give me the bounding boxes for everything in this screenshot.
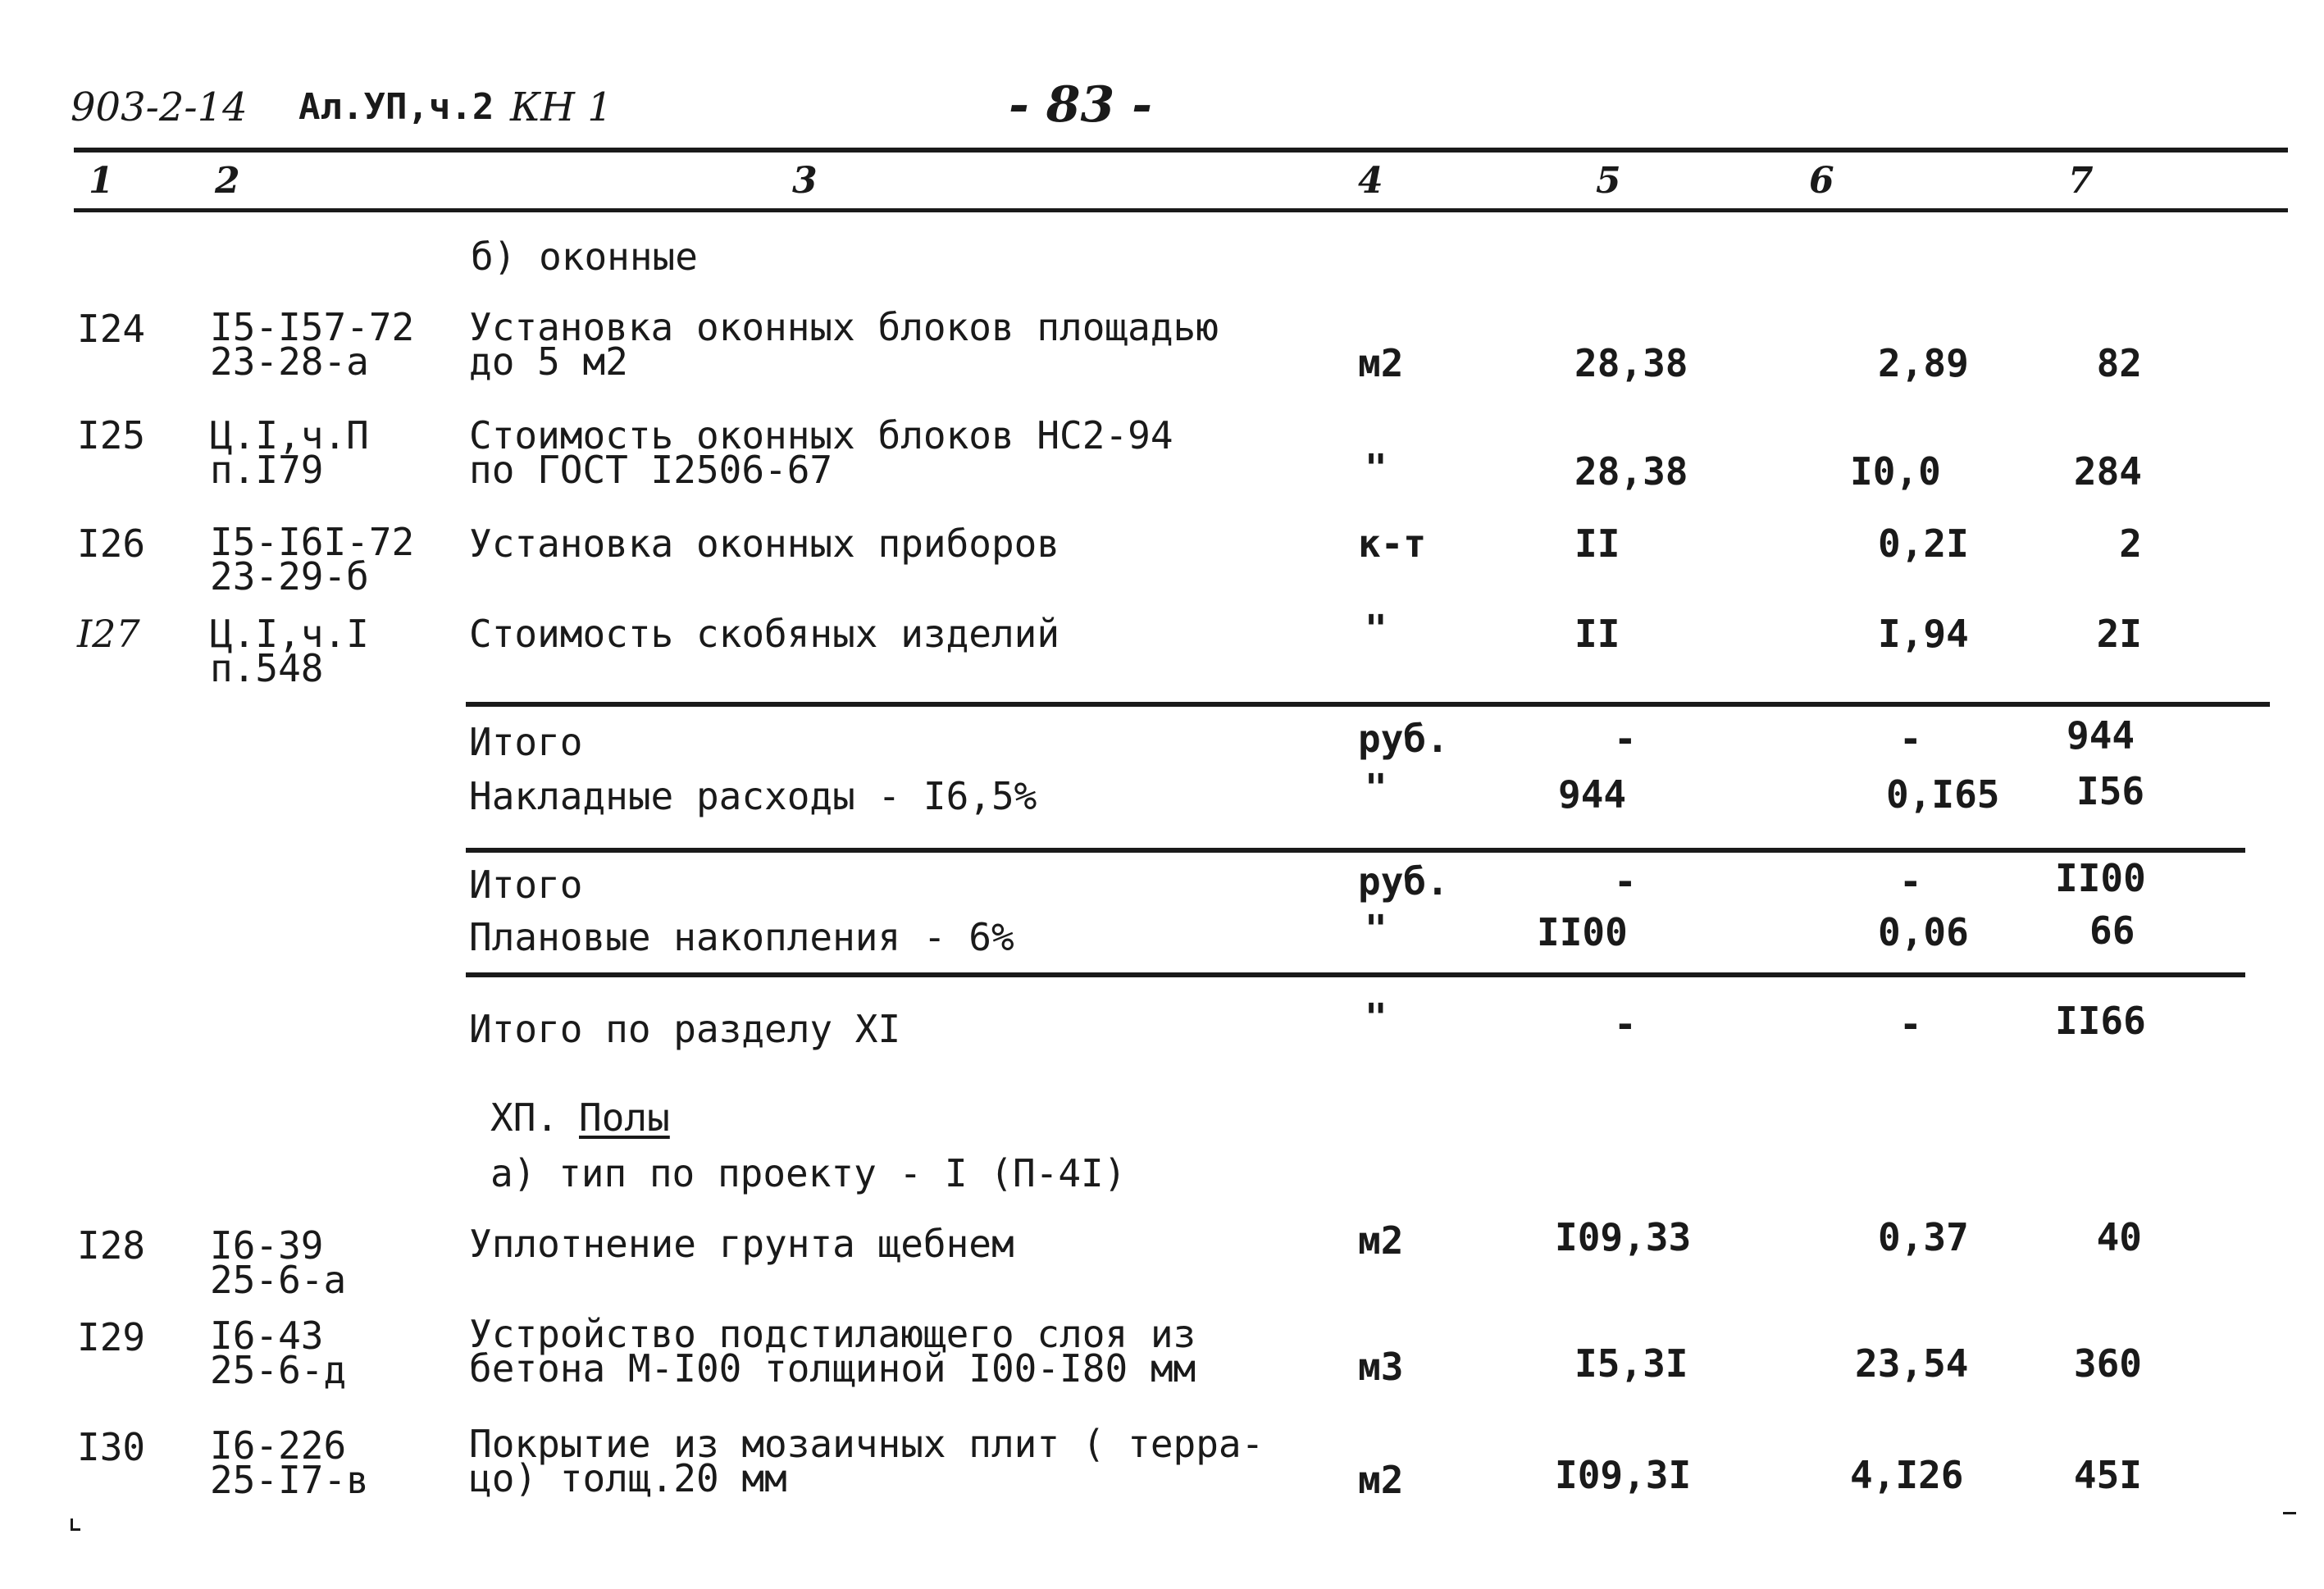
row-code-ref: 25-6-д	[210, 1348, 347, 1392]
doc-code: 903-2-14	[71, 84, 248, 130]
corner-mark-right	[2283, 1512, 2296, 1514]
planned-savings-qty: II00	[1537, 910, 1628, 954]
row-number: I29	[77, 1315, 146, 1359]
row-number: I30	[77, 1425, 146, 1469]
row-code: I5-I6I-72	[210, 520, 415, 564]
section-total-value: II66	[2055, 999, 2146, 1043]
row-unit: м2	[1358, 1218, 1404, 1263]
row-unit: "	[1365, 607, 1388, 651]
row-unit: м3	[1358, 1345, 1404, 1389]
section-12-numeral: ХП.	[490, 1095, 559, 1140]
row-description-cont: цо) толщ.20 мм	[469, 1456, 787, 1500]
col-header-2: 2	[215, 160, 240, 202]
section-total-price: -	[1899, 1002, 1922, 1046]
subtotal-rule-1	[466, 702, 2270, 707]
row-description: Стоимость скобяных изделий	[469, 612, 1060, 656]
row-unit: "	[1365, 446, 1388, 490]
row-price: 23,54	[1855, 1341, 1969, 1386]
row-number: I26	[77, 521, 146, 566]
page-number: - 83 -	[1009, 76, 1153, 134]
row-number: I24	[77, 307, 146, 351]
row-total: 2I	[2096, 612, 2142, 656]
row-code-ref: 23-29-б	[210, 554, 369, 599]
row-number: I25	[77, 413, 146, 458]
row-quantity: II	[1574, 612, 1620, 656]
row-code-ref: 23-28-а	[210, 339, 369, 384]
row-description-cont: бетона М-I00 толщиной I00-I80 мм	[469, 1346, 1196, 1391]
subtotal-rule-2	[466, 848, 2245, 853]
row-code-ref: 25-6-а	[210, 1258, 347, 1302]
row-code-ref: п.548	[210, 646, 324, 690]
row-code: I6-39	[210, 1223, 324, 1268]
summary-itogo-unit: руб.	[1358, 717, 1449, 761]
row-total: 82	[2096, 341, 2142, 385]
corner-mark-left-foot	[71, 1528, 80, 1531]
row-quantity: II	[1574, 521, 1620, 566]
row-quantity: 28,38	[1574, 449, 1688, 494]
overhead-total: I56	[2076, 769, 2145, 813]
row-code: Ц.I,ч.I	[210, 612, 369, 656]
row-unit: м2	[1358, 341, 1404, 385]
planned-savings-price: 0,06	[1878, 910, 1969, 954]
col-header-1: 1	[89, 160, 114, 202]
summary-itogo-price: -	[1899, 859, 1922, 904]
section-12-title: Полы	[579, 1095, 670, 1140]
row-description: Стоимость оконных блоков НС2-94	[469, 413, 1173, 458]
row-total: 40	[2096, 1215, 2142, 1259]
section-total-label: Итого по разделу XI	[469, 1007, 901, 1051]
header-rule	[74, 148, 2288, 153]
book-ref: КН 1	[510, 84, 613, 130]
row-code: Ц.I,ч.П	[210, 413, 369, 458]
row-quantity: I09,3I	[1555, 1453, 1692, 1497]
row-total: 360	[2073, 1341, 2142, 1386]
section-12-subtitle: а) тип по проекту - I (П-4I)	[490, 1151, 1127, 1195]
planned-savings-unit: "	[1365, 907, 1388, 951]
summary-itogo-label: Итого	[469, 863, 583, 907]
row-price: 4,I26	[1850, 1453, 1964, 1497]
row-quantity: I09,33	[1555, 1215, 1692, 1259]
row-number: I27	[77, 612, 140, 656]
row-total: 284	[2073, 449, 2142, 494]
row-price: 0,37	[1878, 1215, 1969, 1259]
subtotal-rule-3	[466, 972, 2245, 977]
overhead-label: Накладные расходы - I6,5%	[469, 774, 1037, 818]
row-description: Установка оконных приборов	[469, 521, 1060, 566]
col-header-7: 7	[2068, 160, 2094, 202]
row-price: 0,2I	[1878, 521, 1969, 566]
col-header-3: 3	[792, 160, 818, 202]
section-total-unit: "	[1365, 995, 1388, 1040]
row-code: I6-43	[210, 1314, 324, 1358]
col-header-5: 5	[1596, 160, 1621, 202]
row-description: Уплотнение грунта щебнем	[469, 1222, 1014, 1266]
row-code: I5-I57-72	[210, 305, 415, 349]
column-header-rule	[74, 208, 2288, 212]
overhead-price: 0,I65	[1886, 772, 2000, 817]
row-description-cont: до 5 м2	[469, 339, 628, 384]
planned-savings-label: Плановые накопления - 6%	[469, 915, 1014, 959]
row-code: I6-226	[210, 1423, 347, 1468]
section-b-title: б) оконные	[471, 234, 698, 279]
summary-itogo-price: -	[1899, 717, 1922, 761]
row-number: I28	[77, 1223, 146, 1268]
album-ref: Ал.УП,ч.2	[298, 86, 494, 128]
summary-itogo-qty: -	[1614, 859, 1637, 904]
summary-itogo-unit: руб.	[1358, 859, 1449, 904]
summary-itogo-label: Итого	[469, 720, 583, 764]
row-quantity: I5,3I	[1574, 1341, 1688, 1386]
col-header-6: 6	[1809, 160, 1834, 202]
row-description: Устройство подстилающего слоя из	[469, 1312, 1196, 1356]
row-total: 2	[2119, 521, 2142, 566]
section-total-qty: -	[1614, 1002, 1637, 1046]
row-description: Установка оконных блоков площадью	[469, 305, 1219, 349]
row-description: Покрытие из мозаичных плит ( терра-	[469, 1422, 1265, 1466]
overhead-qty: 944	[1558, 772, 1627, 817]
row-price: I,94	[1878, 612, 1969, 656]
row-description-cont: по ГОСТ I2506-67	[469, 448, 833, 492]
summary-itogo-total: II00	[2055, 856, 2146, 900]
row-unit: м2	[1358, 1458, 1404, 1502]
row-price: I0,0	[1850, 449, 1941, 494]
row-price: 2,89	[1878, 341, 1969, 385]
col-header-4: 4	[1358, 160, 1383, 202]
row-unit: к-т	[1358, 521, 1427, 566]
summary-itogo-total: 944	[2067, 713, 2135, 758]
overhead-unit: "	[1365, 766, 1388, 810]
summary-itogo-qty: -	[1614, 717, 1637, 761]
row-code-ref: 25-I7-в	[210, 1458, 369, 1502]
row-code-ref: п.I79	[210, 448, 324, 492]
planned-savings-total: 66	[2089, 908, 2135, 953]
row-quantity: 28,38	[1574, 341, 1688, 385]
row-total: 45I	[2073, 1453, 2142, 1497]
